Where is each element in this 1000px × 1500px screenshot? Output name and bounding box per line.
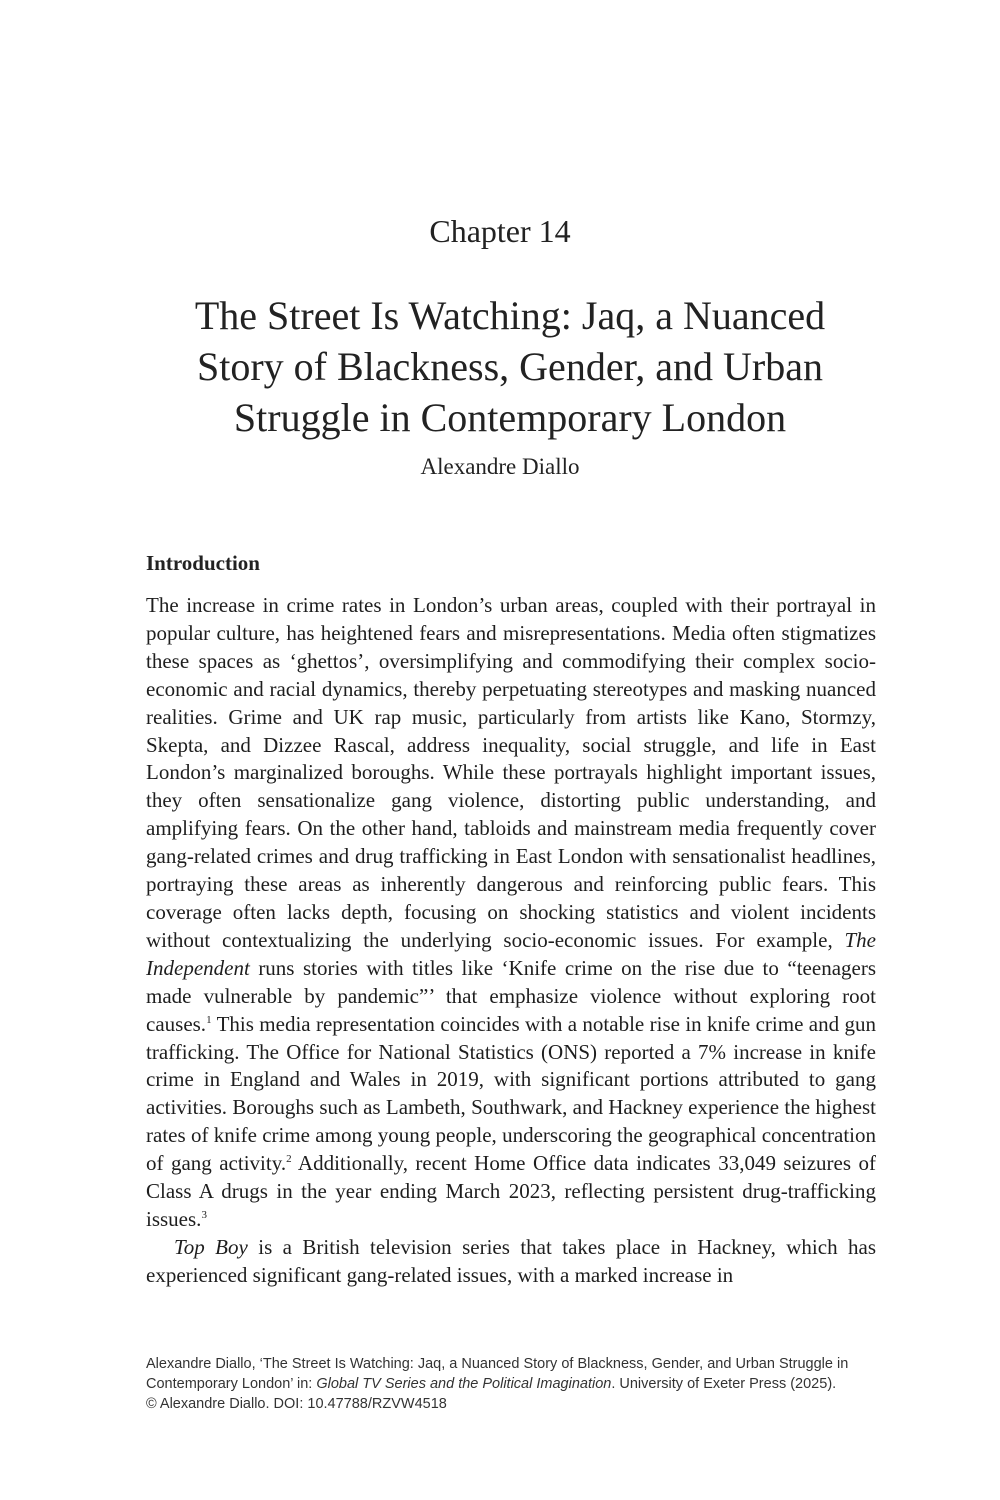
footnote-ref-1[interactable]: 1 (206, 1013, 212, 1026)
chapter-title: The Street Is Watching: Jaq, a Nuanced Story of Blackness, Gender, and Urban Struggle in Contemporary London (194, 293, 826, 440)
paragraph-1-text-a: The increase in crime rates in London’s urban areas, coupled with their portrayal in popular culture, has heightened fears and misrepresentations. Media often stigmatizes these spaces as ‘ghettos’, oversimplifying and commodifying their complex socio-economic and racial dynamics, thereby perpetuating stereotypes and masking nuanced realities. Grime and UK rap music, particularly from artists like Kano, Stormzy, Skepta, and Dizzee Rascal, address inequality, social struggle, and life in East London’s marginalized boroughs. While these portrayals highlight important issues, they often sensationalize gang violence, distorting public understanding, and amplifying fears. On the other hand, tabloids and mainstream media frequently cover gang-related crimes and drug trafficking in East London with sensationalist headlines, portraying these areas as inherently dangerous and reinforcing public fears. This coverage often lacks depth, focusing on shocking statistics and violent incidents without contextualizing the underlying socio-economic issues. For example, (146, 593, 876, 952)
paragraph-1-text-b: runs stories with titles like ‘Knife crime on the rise due to “teenagers made vulnerable by pandemic”’ that emphasize violence without exploring root causes. (146, 955, 876, 1036)
chapter-author: Alexandre Diallo (420, 454, 580, 479)
paragraph-1 (146, 592, 876, 1234)
paragraph-2-text: is a British television series that takes place in Hackney, which has experienced significant gang-related issues, with a marked increase in (146, 1234, 876, 1287)
section-heading: Introduction (146, 551, 260, 575)
publication-title: The Independent (146, 927, 876, 980)
series-title: Top Boy (174, 1234, 248, 1259)
citation-text-a: Alexandre Diallo, ‘The Street Is Watching: Jaq, a Nuanced Story of Blackness, Gender, and Urban Struggle in Contemporary London’ in: (146, 1356, 849, 1392)
paragraph-2 (146, 1234, 876, 1290)
body-text (146, 592, 876, 1290)
footnote-ref-2[interactable]: 2 (286, 1153, 292, 1166)
book-title: Global TV Series and the Political Imagination (316, 1376, 612, 1392)
citation-text-b: . University of Exeter Press (2025). (611, 1376, 837, 1392)
chapter-number: Chapter 14 (429, 213, 571, 249)
paragraph-1-text-d: Additionally, recent Home Office data indicates 33,049 seizures of Class A drugs in the year ending March 2023, reflecting persistent drug-trafficking issues. (146, 1151, 876, 1231)
copyright-doi: © Alexandre Diallo. DOI: 10.47788/RZVW4518 (146, 1396, 447, 1412)
citation-footer (146, 1354, 876, 1414)
paragraph-1-text-c: This media representation coincides with a notable rise in knife crime and gun trafficking. The Office for National Statistics (ONS) reported a 7% increase in knife crime in England and Wales in 2019, with significant portions attributed to gang activities. Boroughs such as Lambeth, Southwark, and Hackney experience the highest rates of knife crime among young people, underscoring the geographical concentration of gang activity. (146, 1011, 876, 1176)
footnote-ref-3[interactable]: 3 (201, 1208, 207, 1221)
